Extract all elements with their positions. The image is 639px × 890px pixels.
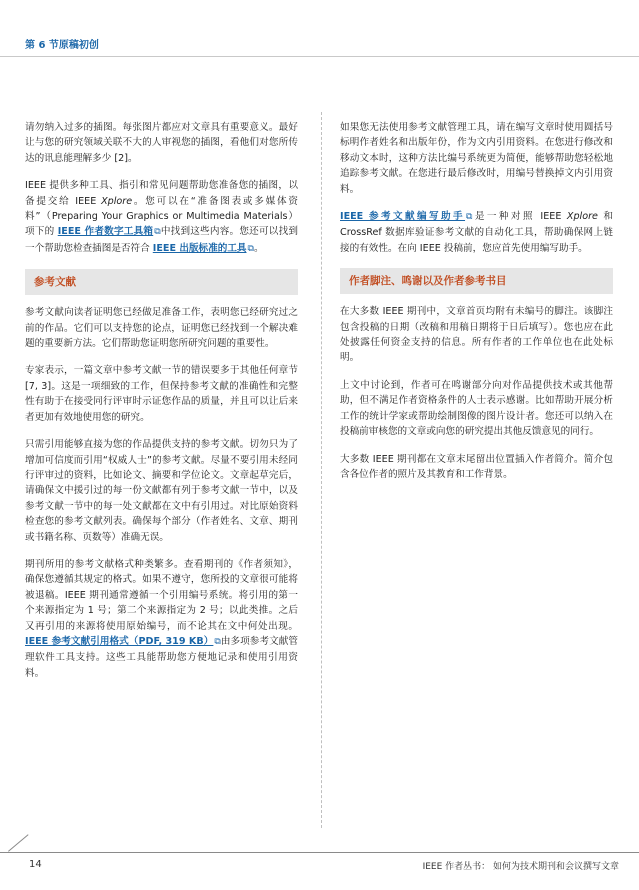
- page-number: 14: [29, 859, 42, 870]
- chapter-header: 第 6 节原稿初创: [25, 40, 99, 51]
- text: 。您可以在“准备图表或多媒体资料”（Preparing Your Graphics or Multimedia Materials）项下的: [25, 195, 298, 238]
- text: 。: [253, 242, 264, 254]
- author-digital-toolbox-link[interactable]: IEEE 作者数字工具箱: [57, 226, 154, 238]
- reference-preparation-assistant-link[interactable]: IEEE 参考文献编写助手: [340, 211, 466, 223]
- text: 中找到这些内容。您还可以找到一个帮助您检查插图是否符合: [25, 226, 299, 254]
- paragraph: 请勿纳入过多的插图。每张图片都应对文章具有重要意义。最好让与您的研究领域关联不大的人审视您的插图，看他们对您所传达的讯息能理解多少 [2]。: [25, 122, 298, 164]
- right-column: [340, 120, 613, 494]
- paragraph: 只需引用能够直接为您的作品提供支持的参考文献。切勿只为了增加可信度而引用“权威人士”的参考文献。尽量不要引用未经同行评审过的资料，比如论文、摘要和学位论文。文章起草完后，请确保文中援引过的每一份文献都有列于参考文献一节中，以及参考文献一节中的每一处文献都在文中有引用过。对比原始资料检查您的参考文献列表。确保每个部分（作者姓名、文章、期刊或书籍名称、页数等）准确无误。: [25, 439, 298, 543]
- reference-style-guide-link[interactable]: IEEE 参考文献引用格式（PDF, 319 KB）: [25, 635, 214, 647]
- header-rule: [0, 56, 639, 57]
- section-heading-author-footnotes: 作者脚注、鸣谢以及作者参考书目: [340, 268, 613, 294]
- external-link-icon: ⧉: [466, 212, 473, 223]
- footer-title: IEEE 作者丛书： 如何为技术期刊和会议撰写文章: [422, 862, 619, 872]
- text: 和 CrossRef 数据库验证参考文献的自动化工具，帮助确保网上链接的有效性。在向 IEEE 投稿前，您应首先使用编写助手。: [340, 211, 613, 254]
- text-italic: Xplore: [101, 195, 133, 207]
- paragraph: 参考文献向读者证明您已经做足准备工作，表明您已经研究过之前的作品。它们可以支持您的论点，证明您已经找到一个解决难题的重要新方法。它们帮助您证明您所研究问题的重要性。: [25, 307, 298, 350]
- footer-rule: [0, 852, 639, 853]
- external-link-icon: ⧉: [154, 227, 161, 238]
- publishing-standards-tool-link[interactable]: IEEE 出版标准的工具: [152, 242, 247, 254]
- paragraph: [25, 178, 298, 257]
- paragraph: [25, 557, 298, 681]
- text-italic: Xplore: [566, 211, 598, 223]
- text: 是一种对照 IEEE: [472, 211, 567, 223]
- external-link-icon: ⧉: [214, 636, 221, 647]
- column-divider: [321, 112, 322, 828]
- text: 期刊所用的参考文献格式种类繁多。查看期刊的《作者须知》，确保您遵循其规定的格式。如果不遵守，您所投的文章很可能将被退稿。IEEE 期刊通常遵循一个引用编号系统。将引用的第一个来源指定为 1 号；第二个来源指定为 2 号；以此类推。之后又再引用的来源将使用原始编号，而不论其在文中何处出现。: [25, 558, 298, 632]
- text: 由多项参考文献管理软件工具支持。这些工具能帮助您方便地记录和使用引用资料。: [25, 635, 298, 679]
- left-column: [25, 120, 298, 693]
- paragraph: 如果您无法使用参考文献管理工具，请在编写文章时使用圆括号标明作者姓名和出版年份，作为文内引用资料。在您进行修改和移动文本时，这种方法比编号系统更为简便，能够帮助您轻松地追踪参考文献。在您进行最后修改时，用编号替换掉文内引用资料。: [340, 122, 613, 195]
- paragraph: [340, 209, 613, 256]
- external-link-icon: ⧉: [247, 243, 254, 254]
- paragraph: 上文中讨论到，作者可在鸣谢部分向对作品提供技术或其他帮助，但不满足作者资格条件的人士表示感谢。比如帮助开展分析工作的统计学家或帮助绘制图像的图片设计者。您还可以纳入在投稿前审核您的文章或向您的研究提出其他反馈意见的同行。: [340, 379, 613, 438]
- footer-corner-mark: [8, 834, 29, 851]
- paragraph: 在大多数 IEEE 期刊中，文章首页均附有未编号的脚注。该脚注包含投稿的日期（改稿和用稿日期将于日后填写）。您也应在此处披露任何资金支持的信息。所有作者的工作单位也在此处标明。: [340, 306, 613, 364]
- text: IEEE 提供多种工具、指引和常见问题帮助您准备您的插图，以备提交给 IEEE: [25, 180, 298, 207]
- section-heading-references: 参考文献: [25, 269, 298, 295]
- paragraph: 大多数 IEEE 期刊都在文章末尾留出位置插入作者简介。简介包含各位作者的照片及其教育和工作背景。: [340, 453, 613, 480]
- paragraph: 专家表示，一篇文章中参考文献一节的错误要多于其他任何章节 [7, 3]。这是一项细致的工作，但保持参考文献的准确性和完整性有助于在接受同行评审时示证您作品的质量，并且可以让后来者更加有效地使用您的研究。: [25, 365, 298, 423]
